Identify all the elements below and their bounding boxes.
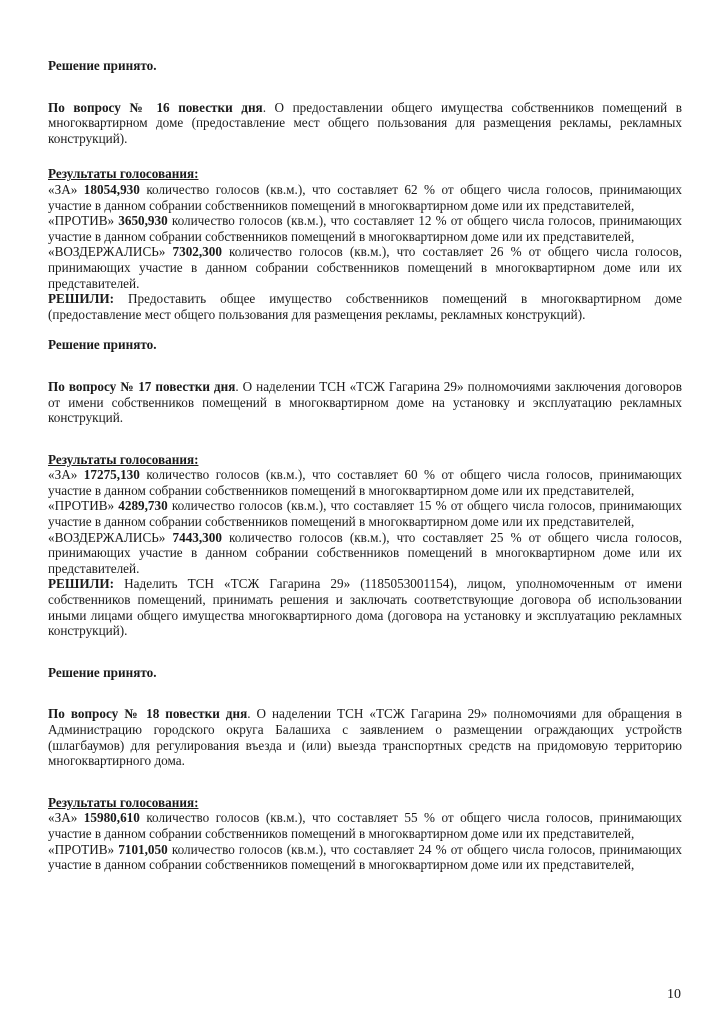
vote-za-label: «ЗА»: [48, 181, 78, 197]
question-18-header: По вопросу № 18 повестки дня: [48, 706, 248, 722]
question-16-resolved: [48, 291, 682, 322]
question-16-vote-vozd: [48, 244, 682, 291]
question-17: [48, 379, 682, 426]
vote-protiv-text: количество голосов (кв.м.), что составляет 15 % от общего числа голосов, принимающих участие в данном собрании собственников помещений в многоквартирном доме или их представителей,: [48, 498, 683, 530]
resolved-label: РЕШИЛИ:: [48, 576, 115, 592]
question-16-vote-za: [48, 182, 682, 213]
question-16-vote-protiv: [48, 213, 682, 244]
question-17-resolved: [48, 576, 682, 638]
vote-za-label: «ЗА»: [48, 467, 78, 483]
vote-za-value: 18054,930: [83, 181, 140, 197]
vote-za-label: «ЗА»: [48, 810, 78, 826]
vote-vozd-value: 7302,300: [172, 244, 222, 260]
vote-za-text: количество голосов (кв.м.), что составляет 60 % от общего числа голосов, принимающих участие в данном собрании собственников помещений в многоквартирном доме или их представителей,: [48, 467, 683, 498]
vote-vozd-text: количество голосов (кв.м.), что составляет 25 % от общего числа голосов, принимающих участие в данном собрании собственников помещений в многоквартирном доме или их представителей.: [48, 529, 683, 576]
vote-protiv-label: «ПРОТИВ»: [48, 213, 115, 229]
resolved-text: Наделить ТСН «ТСЖ Гагарина 29» (1185053001154), лицом, уполномоченным от имени собственников помещений, принимать решения и заключать соответствующие договора об использовании иными лицами общего имущества многоквартирного дома (договора на установку и эксплуатацию рекламных конструкций).: [48, 576, 682, 639]
vote-protiv-value: 3650,930: [118, 213, 168, 229]
vote-protiv-label: «ПРОТИВ»: [48, 841, 115, 857]
question-16-header: По вопросу № 16 повестки дня: [48, 99, 263, 115]
vote-protiv-value: 7101,050: [118, 841, 168, 857]
resolved-label: РЕШИЛИ:: [48, 291, 115, 307]
question-17-decision: Решение принято.: [48, 664, 157, 680]
vote-protiv-text: количество голосов (кв.м.), что составляет 12 % от общего числа голосов, принимающих участие в данном собрании собственников помещений в многоквартирном доме или их представителей,: [48, 213, 683, 244]
question-18-results-title: Результаты голосования:: [48, 794, 199, 810]
vote-vozd-label: «ВОЗДЕРЖАЛИСЬ»: [48, 244, 166, 260]
vote-protiv-value: 4289,730: [118, 498, 168, 514]
vote-vozd-value: 7443,300: [172, 529, 222, 545]
vote-vozd-text: количество голосов (кв.м.), что составляет 26 % от общего числа голосов, принимающих участие в данном собрании собственников помещений в многоквартирном доме или их представителей.: [48, 244, 683, 291]
question-16-decision: Решение принято.: [48, 337, 157, 353]
vote-protiv-text: количество голосов (кв.м.), что составляет 24 % от общего числа голосов, принимающих участие в данном собрании собственников помещений в многоквартирном доме или их представителей,: [48, 841, 683, 873]
question-16-text: . О предоставлении общего имущества собственников помещений в многоквартирном доме (предоставление мест общего пользования для размещения рекламы, рекламных конструкций).: [48, 99, 682, 146]
question-17-results-title: Результаты голосования:: [48, 451, 199, 467]
question-17-vote-za: [48, 467, 682, 498]
page-number: 10: [667, 987, 681, 1002]
question-17-text: . О наделении ТСН «ТСЖ Гагарина 29» полномочиями заключения договоров от имени собственников помещений в многоквартирном доме на установку и эксплуатацию рекламных конструкций.: [48, 378, 682, 426]
vote-za-value: 17275,130: [83, 467, 140, 483]
vote-protiv-label: «ПРОТИВ»: [48, 498, 115, 514]
question-16-results-title: Результаты голосования:: [48, 166, 199, 182]
question-18-text: . О наделении ТСН «ТСЖ Гагарина 29» полномочиями для обращения в Администрацию городского округа Балашиха с заявлением о размещении ограждающих устройств (шлагбаумов) для регулирования въезда и (или) выезда транспортных средств на придомовую территорию многоквартирного дома.: [48, 706, 682, 769]
question-16: [48, 100, 682, 147]
question-18: [48, 706, 682, 768]
question-18-vote-protiv: [48, 842, 682, 873]
question-17-header: По вопросу № 17 повестки дня: [48, 378, 236, 394]
question-17-vote-vozd: [48, 530, 682, 577]
question-18-vote-za: [48, 810, 682, 841]
vote-za-value: 15980,610: [83, 810, 140, 826]
document-page: [48, 58, 682, 873]
resolved-text: Предоставить общее имущество собственников помещений в многоквартирном доме (предоставление мест общего пользования для размещения рекламы, рекламных конструкций).: [48, 291, 682, 322]
vote-za-text: количество голосов (кв.м.), что составляет 62 % от общего числа голосов, принимающих участие в данном собрании собственников помещений в многоквартирном доме или их представителей,: [48, 181, 683, 213]
vote-vozd-label: «ВОЗДЕРЖАЛИСЬ»: [48, 529, 166, 545]
decision-text-top: Решение принято.: [48, 58, 157, 73]
question-17-vote-protiv: [48, 498, 682, 529]
vote-za-text: количество голосов (кв.м.), что составляет 55 % от общего числа голосов, принимающих участие в данном собрании собственников помещений в многоквартирном доме или их представителей,: [48, 810, 683, 841]
